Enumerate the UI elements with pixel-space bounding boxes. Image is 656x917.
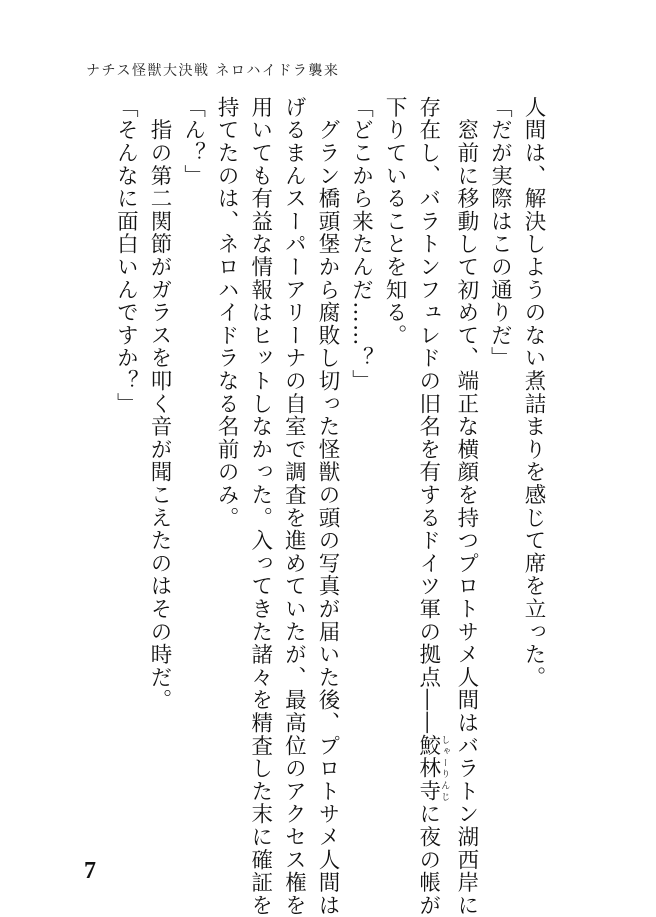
text-line: 人間は、解決しようのない煮詰まりを感じて席を立った。: [521, 96, 546, 689]
text-line: 持てたのは、ネロハイドラなる名前のみ。: [214, 96, 240, 530]
text-line: グラン橋頭堡から腐敗し切った怪獣の頭の写真が届いた後、プロトサメ人間は: [314, 96, 340, 917]
body-text: [109, 96, 550, 917]
running-title: ナチス怪獣大決戦 ネロハイドラ襲来: [86, 63, 340, 79]
text-line: 用いても有益な情報はヒットしなかった。入ってきた諸々を精査した末に確証を: [247, 96, 273, 917]
text-line: [411, 96, 450, 917]
text-line-part: に夜の帳が: [415, 802, 441, 917]
text-line: 「そんなに面白いんですか？」: [113, 96, 139, 416]
text-line-part: 存在し、バラトンフュレドの旧名を有するドイツ軍の拠点――: [415, 96, 441, 735]
furigana: しゃーりんじ: [439, 734, 450, 803]
page-number: 7: [84, 858, 96, 884]
text-line: げるまんスーパーアリーナの自室で調査を進めていたが、最高位のアクセス権を: [281, 96, 307, 917]
ruby-word: [415, 734, 450, 803]
text-line: 指の第二関節がガラスを叩く音が聞こえたのはその時だ。: [146, 96, 172, 712]
text-line: 窓前に移動して初めて、端正な横顔を持つプロトサメ人間はバラトン湖西岸に: [453, 96, 479, 917]
ruby-base: 鮫林寺: [415, 734, 441, 803]
text-line: 「どこから来たんだ……？」: [348, 96, 374, 393]
text-line: 下りていることを知る。: [382, 96, 408, 347]
text-line: 「だが実際はこの通りだ」: [487, 96, 513, 370]
text-line: 「ん？」: [180, 96, 206, 188]
